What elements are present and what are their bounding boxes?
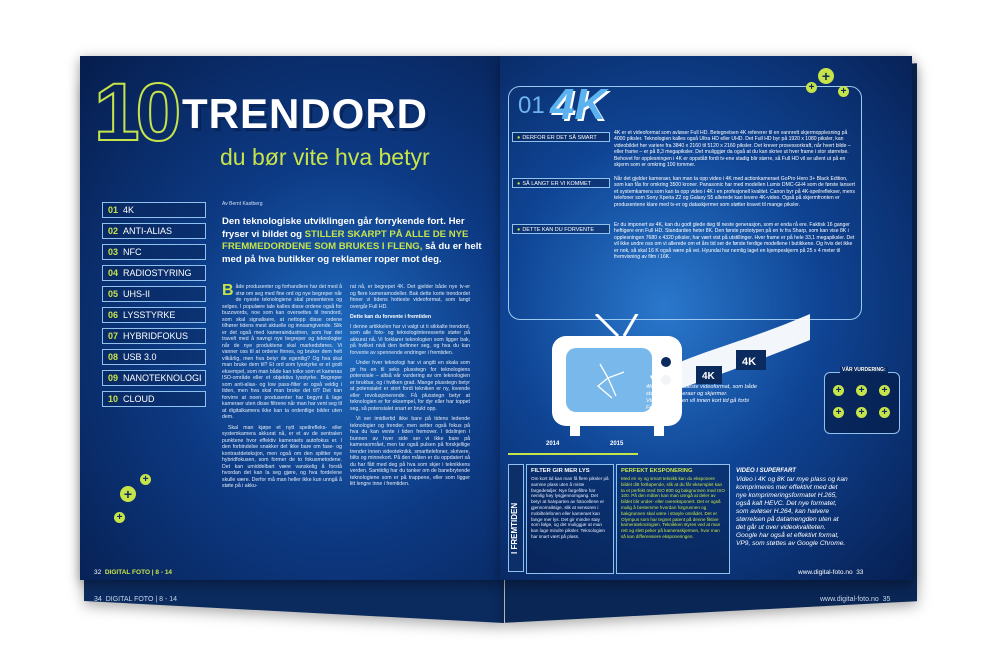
back-footer-right	[820, 596, 890, 603]
rating-box	[824, 372, 900, 434]
lead-highlight: STILLER SKARPT PÅ ALLE DE NYE FREMMEDORDENE SOM BRUKES I FLENG,	[222, 228, 469, 252]
section-title: 4K	[550, 80, 607, 129]
film-label: 4K	[742, 356, 757, 368]
byline: Av Bernt Kastberg	[222, 201, 263, 207]
toc-item[interactable]: 04 RADIOSTYRING	[102, 265, 206, 281]
toc-item[interactable]: 09 NANOTEKNOLOGI	[102, 370, 206, 386]
back-left-brand: DIGITAL FOTO | 8 - 14	[105, 596, 178, 603]
lead-paragraph: Den teknologiske utviklingen går forrykende fort. Her fryser vi bildet og STILLER SKARPT PÅ ALLE DE NYE FREMMEDORDENE SOM BRUKES I FLENG, så du er helt med på hva butikker og reklamer roper mot deg.	[222, 216, 482, 265]
page-number: 32	[94, 569, 102, 576]
plus-icon: +	[879, 407, 890, 418]
tv-knob	[661, 357, 671, 367]
section-number: 01	[518, 92, 545, 119]
toc-item[interactable]: 01 4K	[102, 202, 206, 218]
future-box-video: VIDEO I SUPERFART Video i 4K og 8K tar mye plass og kan komprimeres mer effektivt med det nye komprimeringsformatet H.265, også kalt HEVC. Det nye formatet, som avløser H.264, kan halvere størrelsen på datamengden uten at det går ut over videokvaliteten. Google har også et effektivt format, VP9, som støttes av Google Chrome.	[736, 468, 848, 547]
antenna-right	[624, 314, 638, 336]
section-paragraph-2: Når det gjelder kameraer, kan man ta opp video i 4K med actionkameraet GoPro Hero 3+ Black Edition, som kan fås for omkring 3500 kroner. Panasonic har med modellen Lumix DMC-GH4 som de første lansert et systemkamera som kan ta opp video i 4K i en profesjonell kvalitet. Canon byr på 4K-speilreflekser, mens telefoner som Sony Xperia Z2 og Galaxy S5 allerede kan levere 4K-video. Også på skjermfronten er produsentene klare med tv-er og dataskjermer som støtter kravet til mange piksler.	[614, 176, 855, 208]
plus-icon: +	[833, 407, 844, 418]
section-heading: Dette kan du forvente i fremtiden	[350, 314, 431, 320]
tv-illustration	[510, 314, 810, 444]
toc-item[interactable]: 06 LYSSTYRKE	[102, 307, 206, 323]
toc-item[interactable]: 03 NFC	[102, 244, 206, 260]
tag-expect: ● DETTE KAN DU FORVENTE	[512, 224, 610, 234]
back-right-url: www.digital-foto.no	[820, 596, 879, 603]
back-footer-left	[94, 596, 177, 603]
drop-cap: B	[222, 282, 234, 299]
footer-brand: DIGITAL FOTO | 8 - 14	[104, 569, 173, 576]
plus-icon: +	[856, 407, 867, 418]
timeline-year: 2014	[546, 441, 560, 447]
film-label: 4K	[702, 371, 715, 382]
big-number-ten: 10	[94, 67, 178, 158]
page-number: 33	[856, 569, 864, 576]
future-sidebar-title: I FREMTIDEN	[510, 502, 519, 554]
future-box-exposure: PERFEKT EKSPONERING Med en ny og smart teknikk kan du eksponere bildet ditt fortløpende, slik at du får eksemplet kan ta et perfekt med ISO 800 og bakgrunnen med ISO 100. På den måten kan man unngå at deler av bildet blir under- eller overeksponert. Det er også mulig å bestemme hvordan forgrunnen og bakgrunnen skal være i strøyle området. Det er Olympus som har tegnet patent på denne fiktive kamerateknologien. Teknikken styres ved at man rett og slett peker på kameraskjermen, hvor man så kan differensiere eksponeringen.	[616, 464, 730, 574]
tag-why-smart: ● DERFOR ER DET SÅ SMART	[512, 132, 610, 142]
toc-item[interactable]: 08 USB 3.0	[102, 349, 206, 365]
toc-item[interactable]: 05 UHS-II	[102, 286, 206, 302]
back-right-folio: 35	[882, 596, 891, 603]
body-column-1: Både produsenter og forhandlere har det med å strø om seg med fine ord og nye begreper når de nyeste teknologiene skal presenteres og selges. I populære tale kalles disse ordene også for buzzwords, noe som kan oversettes til trendord, som skal signalisere, at nettopp disse ordene tilhører tidens mest aktuelle og innsamgivende. Slik er det også med kameraindustrien, som har det travelt med å navngi nye begreper og teknologier når de nye produktene skal markedsføres. Vi vanner oss til at ordene finnes, og bruker dem helt vilkårlig, men hva betyr de egentlig? Og hva skal man bruke dem til? Et ord som lysstyrke er et godt eksempel, som man både kan tolke som et kameras ISO-område eller et objektivs lysstyrke. Begreper som anti-alias- og low pass-filter er også veldig i tiden, men hva skal man bruke det til? Det kan forvirre at noen produsenter har begynt å lage kameraer uten disse filtrene når man har vent seg til at digitalkamera ikke kan ta ordentlige bilder uten dem. Skal man kjøpe et nytt speilrefleks- eller systemkamera akkurat nå, er et av de sentralen punktene hvor effektiv kameraets autofokus er. I den forbindelse snakker det ikke bare om fase- og kontrastdeteksjon, men også om den splitter nye hybridfokusen, som former de to fokusmetodene. Det kan umiddelbart være vanskelig å forstå hvordan det kan la seg gjøre, og hva fordelene skulle være. Derfor må man heller ikke kun unngå å støte på i akku-	[222, 282, 342, 489]
footer-right	[798, 569, 863, 576]
plus-icon: +	[140, 474, 151, 485]
plus-icon: +	[120, 486, 136, 502]
future-box-filter: FILTER GIR MER LYS Om kort tid kan man få flere piksler på samme plass uten å miste fargedetaljer. Nye fargefiltre har nemlig høy lysgjennomgang. Det betyr at halvparten av fotocellene er gjennomsiktige, slik at sensoren i mobiltelefonen eller kameraet kan fange mer lys. Det gir mindre støy som følge, og det muliggjør at man kan lage mindre piksler. Teknologien har snart vært på plass.	[526, 464, 614, 574]
plus-icon: +	[818, 68, 834, 84]
toc-item[interactable]: 02 ANTI-ALIAS	[102, 223, 206, 239]
right-page	[500, 56, 912, 580]
plus-icon: +	[806, 82, 817, 93]
plus-icon: +	[879, 385, 890, 396]
plus-icon: +	[856, 385, 867, 396]
headline-subtitle: du bør vite hva betyr	[220, 144, 430, 170]
left-page	[80, 56, 500, 580]
tv-leg	[570, 426, 580, 436]
section-paragraph-3: Er du imponert av 4K, kan du godt glede deg til neste generasjon, som er enda rå ere. Faktisk 16 ganger heftigere enn Full HD. Standarden heter 8K. Den første prototypen på en tv fra Sharp, som kan vise 8K i opplesningen 7680 x 4320 piksler, har vært vist på utstillinger. Hver frame er på hele 33,1 megapiksler. Det vil ikke undre oss om vi allerede om et års tid ser de første ferdige modellene i butikkene. Og hvis det ikke er nok, så skal 16 K også være på vei. Hyundai har nemlig laget en kjempeskjerm på 25 x 4 meter til fremvisning av film i 16K.	[614, 222, 855, 261]
plus-icon: +	[833, 385, 844, 396]
footer-left	[94, 569, 172, 576]
tv-leg	[654, 426, 664, 436]
table-of-contents	[102, 202, 206, 412]
plus-icon: +	[838, 86, 849, 97]
toc-item[interactable]: 10 CLOUD	[102, 391, 206, 407]
image-caption: 4K er nåtidens ideste videoformat, som både støttes av kameraer og skjermer. Videostandarden vil innen kort tid gå forbi Full HD.	[646, 384, 758, 411]
back-left-folio: 34	[94, 596, 102, 603]
timeline-line	[508, 453, 638, 455]
section-paragraph-1: 4K er et videoformat som avløser Full HD. Betegnelsen 4K refererer til en vannrett skjermopplesning på 4000 piksler. Teknologien kalles også Ultra HD eller UHD. Det Full HD byr på 1920 x 1080 piksler, kan videobildet her variere fra 3840 x 2160 til 5120 x 2160 piksler. Det krever prosessorkraft, når hvert bilde – eller frame – er på 8,3 megapiksler. Det muliggjør da også at du kan skrive ut hver frame i stor størrelse. Behovet for opplesningen i 4K er oppstått fordi tv-ene stadig blir større, så Full HD vil se ullent ut på en skjerm som er omkring 100 tommer.	[614, 130, 851, 169]
footer-url: www.digital-foto.no	[798, 569, 853, 576]
antenna-left	[596, 314, 618, 336]
body-column-2: rat nå, er begrepet 4K. Det gjelder både nye tv-er og flere kameramodeller. Bak dette korte trendordet finner vi tidens hotteste videoformat, som langt overgår Full HD. Dette kan du forvente i fremtiden I denne artikkelen har vi valgt ut ti sikkalte trendord, som alle foto- og teknologiinteresserte støter på akkurat nå. Vi forklarer teknologien som ligger bak, på hvilket nivå den befinner seg, og hva du kan forvente av spennende endringer i fremtiden. Under hver teknologi har vi angitt en skala som gir fra en til seks plusstegn for teknologiens potensiale – altså vår vurdering av om teknologien er brukbar, og i hvilken grad. Mange plusstegn betyr at potensialet er stort fordi tekniken er ny, lovende eller revolusjonerende. Få plusstegn betyr at teknologien er for eksempel, for dyr eller har toppet seg, så potensialet snart er brukt opp. Vi ser imidlertid ikke bare på tidens ledende teknologier og trender, men setter også fokus på hva du kan vente i tiden fremover. I tidslinjen i bunnen av hver side ser vi ikke bare på kameraområet, men tar også pulsen på forskjellige trender innen videoteknikk, smarttelefoner, skrivere, blits og minnekort. På den måten er du oppdatert så du har fått med deg på hva som skjer i teknikkens verden. Samtidig har du tanker om de banebrytende teknologiene som er på trappene, eller som ligger litt lengre inne i fremtiden.	[350, 284, 470, 487]
rating-label: VÅR VURDERING:	[842, 367, 886, 373]
timeline-year: 2015	[610, 441, 624, 447]
plus-icon: +	[114, 512, 125, 523]
tag-how-far: ● SÅ LANGT ER VI KOMMET	[512, 178, 610, 188]
headline-title: TRENDORD	[182, 90, 428, 137]
toc-item[interactable]: 07 HYBRIDFOKUS	[102, 328, 206, 344]
